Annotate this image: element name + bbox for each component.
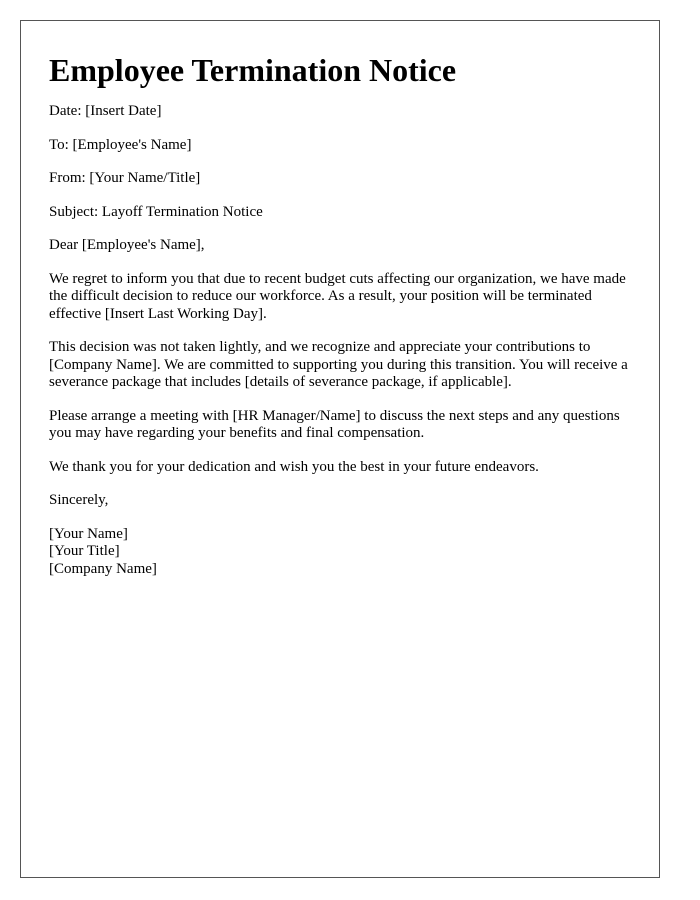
document-title: Employee Termination Notice <box>49 52 457 88</box>
body-paragraph: We thank you for your dedication and wish you the best in your future endeavors. <box>49 458 539 475</box>
sender-line: From: [Your Name/Title] <box>49 170 201 186</box>
subject-line: Subject: Layoff Termination Notice <box>49 203 263 220</box>
body-paragraph: We regret to inform you that due to recent budget cuts affecting our organization, we have made the difficult decision to reduce our workforce. As a result, your position will be terminated effective [Insert Last Working Day]. <box>49 270 626 322</box>
body-paragraph: This decision was not taken lightly, and we recognize and appreciate your contributions to [Company Name]. We are committed to supporting you during this transition. You will receive a severance package that includes [details of severance package, if applicable]. <box>49 339 628 390</box>
signature-title: [Your Title] <box>49 543 120 559</box>
date-line: Date: [Insert Date] <box>49 103 162 119</box>
recipient-line: To: [Employee's Name] <box>49 136 192 153</box>
salutation: Dear [Employee's Name], <box>49 237 205 253</box>
signature-name: [Your Name] <box>49 525 128 542</box>
signature-block <box>49 526 639 579</box>
body-paragraph: Please arrange a meeting with [HR Manager/Name] to discuss the next steps and any questions you may have regarding your benefits and final compensation. <box>49 407 620 441</box>
letter-content <box>49 49 639 594</box>
signature-company: [Company Name] <box>49 560 157 577</box>
document-page <box>20 20 660 878</box>
closing: Sincerely, <box>49 492 109 508</box>
